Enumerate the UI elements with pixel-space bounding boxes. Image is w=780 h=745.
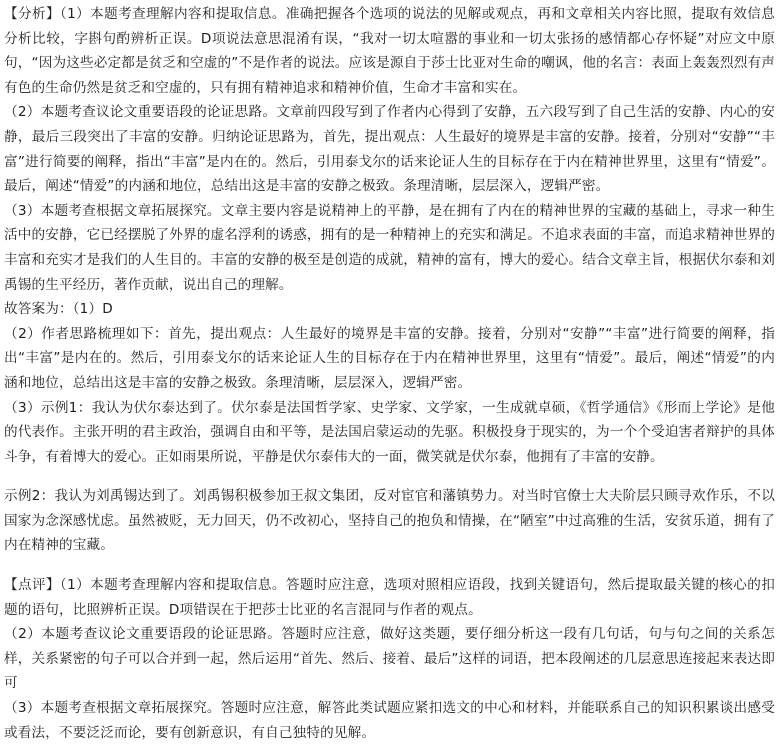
answer-example-2: 示例2：我认为刘禹锡达到了。刘禹锡积极参加王叔文集团，反对宦官和藩镇势力。对当时官僚士大夫阶层只顾寻欢作乐，不以国家为念深感忧虑。虽然被贬，无力回天，仍不改初心，坚持自己的抱负和情操，在“陋室”中过高雅的生活，安贫乐道，拥有了内在精神的宝藏。: [4, 488, 775, 554]
paragraph-gap: [4, 469, 775, 484]
answer-example-1: （3）示例1：我认为伏尔泰达到了。伏尔泰是法国哲学家、史学家、文学家，一生成就卓硕，《哲学通信》《形而上学论》是他的代表作。主张开明的君主政治，强调自由和平等，是法国启蒙运动的先驱。积极投身于现实的，为一个个受迫害者辩护的具体斗争，有着博大的爱心。正如雨果所说，平静是伏尔泰伟大的一面，微笑就是伏尔泰，他拥有了丰富的安静。: [4, 399, 775, 465]
comment-paragraph-3: （3）本题考查根据文章拓展探究。答题时应注意，解答此类试题应紧扣选文的中心和材料，并能联系自己的知识积累谈出感受或看法，不要泛泛而论，要有创新意识，有自己独特的见解。: [4, 700, 775, 741]
comment-paragraph-1: 【点评】（1）本题考查理解内容和提取信息。答题时应注意，选项对照相应语段，找到关键语句，然后提取最关键的核心的扣题的语句，比照辨析正误。D项错误在于把莎士比亚的名言混同与作者的观点。: [4, 577, 775, 618]
answer-paragraph-1: 故答案为：（1）D: [4, 301, 113, 318]
paragraph-gap: [4, 558, 775, 573]
comment-paragraph-2: （2）本题考查议论文重要语段的论证思路。答题时应注意，做好这类题，要仔细分析这一段有几句话，句与句之间的关系怎样，关系紧密的句子可以合并到一起，然后运用“首先、然后、接着、最后”这样的词语，把本段阐述的几层意思连接起来表达即可: [4, 626, 775, 692]
analysis-paragraph-3: （3）本题考查根据文章拓展探究。文章主要内容是说精神上的平静，是在拥有了内在的精神世界的宝藏的基础上，寻求一种生活中的安静，它已经摆脱了外界的虚名浮利的诱惑，拥有的是一种精神上的充实和满足。不追求表面的丰富，而追求精神世界的丰富和充实才是我们的人生目的。丰富的安静的极至是创造的成就，精神的富有，博大的爱心。结合文章主旨，根据伏尔泰和刘禹锡的生平经历，著作贡献，说出自己的理解。: [4, 202, 775, 293]
analysis-paragraph-1: 【分析】（1）本题考查理解内容和提取信息。准确把握各个选项的说法的见解或观点，再和文章相关内容比照，提取有效信息分析比较，字斟句酌辨析正误。D项说法意思混淆有误，“我对一切太喧嚣的事业和一切太张扬的感情都心存怀疑”对应文中原句，“因为这些必定都是贫乏和空虚的”不是作者的说法。应该是源自于莎士比亚对生命的嘲讽，他的名言：表面上轰轰烈烈有声有色的生命仍然是贫乏和空虚的，只有拥有精神追求和精神价值，生命才丰富和实在。: [4, 6, 775, 96]
analysis-paragraph-2: （2）本题考查议论文重要语段的论证思路。文章前四段写到了作者内心得到了安静，五六段写到了自己生活的安静、内心的安静，最后三段突出了丰富的安静。归纳论证思路为，首先，提出观点：人生最好的境界是丰富的安静。接着，分别对“安静”“丰富”进行简要的阐释，指出“丰富”是内在的。然后，引用泰戈尔的话来论证人生的目标存在于内在精神世界里，这里有“情爱”。最后，阐述“情爱”的内涵和地位，总结出这是丰富的安静之极致。条理清晰，层层深入，逻辑严密。: [4, 104, 775, 195]
answer-paragraph-2: （2）作者思路梳理如下：首先，提出观点：人生最好的境界是丰富的安静。接着，分别对“安静”“丰富”进行简要的阐释，指出“丰富”是内在的。然后，引用泰戈尔的话来论证人生的目标存在于内在精神世界里，这里有“情爱”。最后，阐述“情爱”的内涵和地位，总结出这是丰富的安静之极致。条理清晰，层层深入，逻辑严密。: [4, 325, 775, 391]
